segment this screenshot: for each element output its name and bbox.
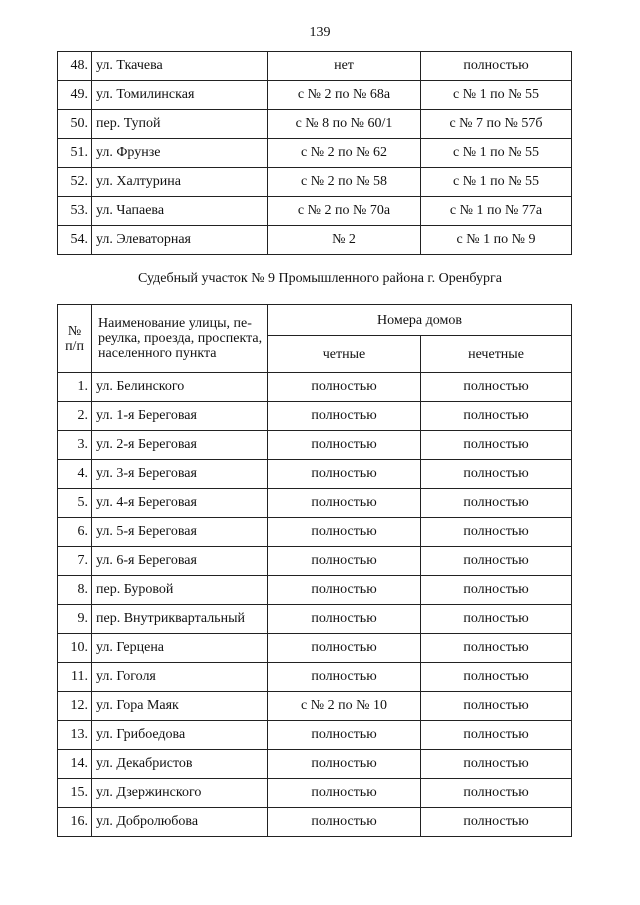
- even-houses: с № 2 по № 58: [268, 168, 421, 197]
- odd-houses: полностью: [421, 721, 572, 750]
- odd-houses: полностью: [421, 402, 572, 431]
- odd-houses: полностью: [421, 576, 572, 605]
- street-name: ул. 6-я Береговая: [92, 547, 268, 576]
- table-row: [58, 402, 572, 431]
- even-houses: с № 2 по № 70а: [268, 197, 421, 226]
- odd-houses: с № 1 по № 77а: [421, 197, 572, 226]
- odd-houses: полностью: [421, 808, 572, 837]
- odd-houses: с № 1 по № 55: [421, 168, 572, 197]
- odd-houses: полностью: [421, 431, 572, 460]
- table-row: [58, 168, 572, 197]
- street-name: ул. Гоголя: [92, 663, 268, 692]
- odd-houses: полностью: [421, 518, 572, 547]
- row-number: 4.: [58, 460, 92, 489]
- row-number: 49.: [58, 81, 92, 110]
- table-row: [58, 197, 572, 226]
- even-houses: с № 2 по № 68а: [268, 81, 421, 110]
- table-row: [58, 431, 572, 460]
- odd-houses: с № 1 по № 55: [421, 139, 572, 168]
- odd-houses: полностью: [421, 460, 572, 489]
- odd-houses: полностью: [421, 373, 572, 402]
- street-name: ул. Гора Маяк: [92, 692, 268, 721]
- table-row: [58, 52, 572, 81]
- row-number: 1.: [58, 373, 92, 402]
- row-number: 10.: [58, 634, 92, 663]
- street-name: ул. Декабристов: [92, 750, 268, 779]
- street-table-body: [58, 373, 572, 837]
- table-row: [58, 808, 572, 837]
- street-name: ул. 2-я Береговая: [92, 431, 268, 460]
- odd-houses: полностью: [421, 547, 572, 576]
- table-row: [58, 750, 572, 779]
- table-row: [58, 460, 572, 489]
- street-table: [57, 304, 572, 837]
- even-houses: полностью: [268, 779, 421, 808]
- street-name: ул. 5-я Береговая: [92, 518, 268, 547]
- street-table-header: [58, 305, 572, 373]
- even-houses: полностью: [268, 460, 421, 489]
- table-row: [58, 576, 572, 605]
- even-houses: полностью: [268, 431, 421, 460]
- table-row: [58, 605, 572, 634]
- even-houses: с № 2 по № 10: [268, 692, 421, 721]
- table-row: [58, 721, 572, 750]
- row-number: 11.: [58, 663, 92, 692]
- street-name: ул. Герцена: [92, 634, 268, 663]
- table-row: [58, 634, 572, 663]
- table-row: [58, 779, 572, 808]
- street-name: пер. Внутриквартальный: [92, 605, 268, 634]
- row-number: 50.: [58, 110, 92, 139]
- street-name: ул. Халтурина: [92, 168, 268, 197]
- even-houses: полностью: [268, 721, 421, 750]
- even-houses: полностью: [268, 489, 421, 518]
- even-houses: нет: [268, 52, 421, 81]
- header-street-name: Наименование улицы, переулка, проезда, проспекта, населенного пункта: [92, 305, 268, 373]
- table-row: [58, 663, 572, 692]
- row-number: 8.: [58, 576, 92, 605]
- odd-houses: с № 7 по № 57б: [421, 110, 572, 139]
- street-name: ул. Белинского: [92, 373, 268, 402]
- row-number: 2.: [58, 402, 92, 431]
- street-name: ул. 4-я Береговая: [92, 489, 268, 518]
- row-number: 14.: [58, 750, 92, 779]
- odd-houses: полностью: [421, 489, 572, 518]
- street-name: ул. 1-я Береговая: [92, 402, 268, 431]
- row-number: 16.: [58, 808, 92, 837]
- odd-houses: полностью: [421, 605, 572, 634]
- header-house-numbers: Номера домов: [268, 305, 572, 336]
- odd-houses: полностью: [421, 52, 572, 81]
- street-name: ул. 3-я Береговая: [92, 460, 268, 489]
- street-name: ул. Томилинская: [92, 81, 268, 110]
- even-houses: полностью: [268, 402, 421, 431]
- row-number: 52.: [58, 168, 92, 197]
- header-number: № п/п: [58, 305, 92, 373]
- street-name: пер. Буровой: [92, 576, 268, 605]
- street-name: ул. Ткачева: [92, 52, 268, 81]
- header-odd: нечетные: [421, 336, 572, 373]
- header-even: четные: [268, 336, 421, 373]
- table-row: [58, 139, 572, 168]
- table-row: [58, 81, 572, 110]
- odd-houses: полностью: [421, 634, 572, 663]
- row-number: 5.: [58, 489, 92, 518]
- row-number: 7.: [58, 547, 92, 576]
- table-row: [58, 547, 572, 576]
- even-houses: с № 2 по № 62: [268, 139, 421, 168]
- street-name: ул. Добролюбова: [92, 808, 268, 837]
- odd-houses: полностью: [421, 779, 572, 808]
- section-title: Судебный участок № 9 Промышленного района г. Оренбурга: [138, 271, 502, 286]
- street-name: ул. Элеваторная: [92, 226, 268, 255]
- row-number: 53.: [58, 197, 92, 226]
- even-houses: полностью: [268, 750, 421, 779]
- even-houses: № 2: [268, 226, 421, 255]
- street-name: ул. Грибоедова: [92, 721, 268, 750]
- street-name: пер. Тупой: [92, 110, 268, 139]
- row-number: 3.: [58, 431, 92, 460]
- table-row: [58, 110, 572, 139]
- row-number: 12.: [58, 692, 92, 721]
- even-houses: полностью: [268, 373, 421, 402]
- even-houses: с № 8 по № 60/1: [268, 110, 421, 139]
- street-name: ул. Дзержинского: [92, 779, 268, 808]
- even-houses: полностью: [268, 518, 421, 547]
- table-row: [58, 692, 572, 721]
- even-houses: полностью: [268, 808, 421, 837]
- page-number: 139: [309, 25, 331, 40]
- row-number: 48.: [58, 52, 92, 81]
- odd-houses: с № 1 по № 9: [421, 226, 572, 255]
- even-houses: полностью: [268, 576, 421, 605]
- odd-houses: с № 1 по № 55: [421, 81, 572, 110]
- row-number: 13.: [58, 721, 92, 750]
- row-number: 54.: [58, 226, 92, 255]
- table-row: [58, 489, 572, 518]
- even-houses: полностью: [268, 634, 421, 663]
- table-row: [58, 226, 572, 255]
- odd-houses: полностью: [421, 692, 572, 721]
- street-name: ул. Чапаева: [92, 197, 268, 226]
- even-houses: полностью: [268, 663, 421, 692]
- odd-houses: полностью: [421, 750, 572, 779]
- street-table-continued: [57, 51, 572, 255]
- row-number: 51.: [58, 139, 92, 168]
- street-name: ул. Фрунзе: [92, 139, 268, 168]
- even-houses: полностью: [268, 547, 421, 576]
- even-houses: полностью: [268, 605, 421, 634]
- table-row: [58, 518, 572, 547]
- odd-houses: полностью: [421, 663, 572, 692]
- row-number: 9.: [58, 605, 92, 634]
- row-number: 6.: [58, 518, 92, 547]
- table-row: [58, 373, 572, 402]
- street-table-continued-body: [58, 52, 572, 255]
- row-number: 15.: [58, 779, 92, 808]
